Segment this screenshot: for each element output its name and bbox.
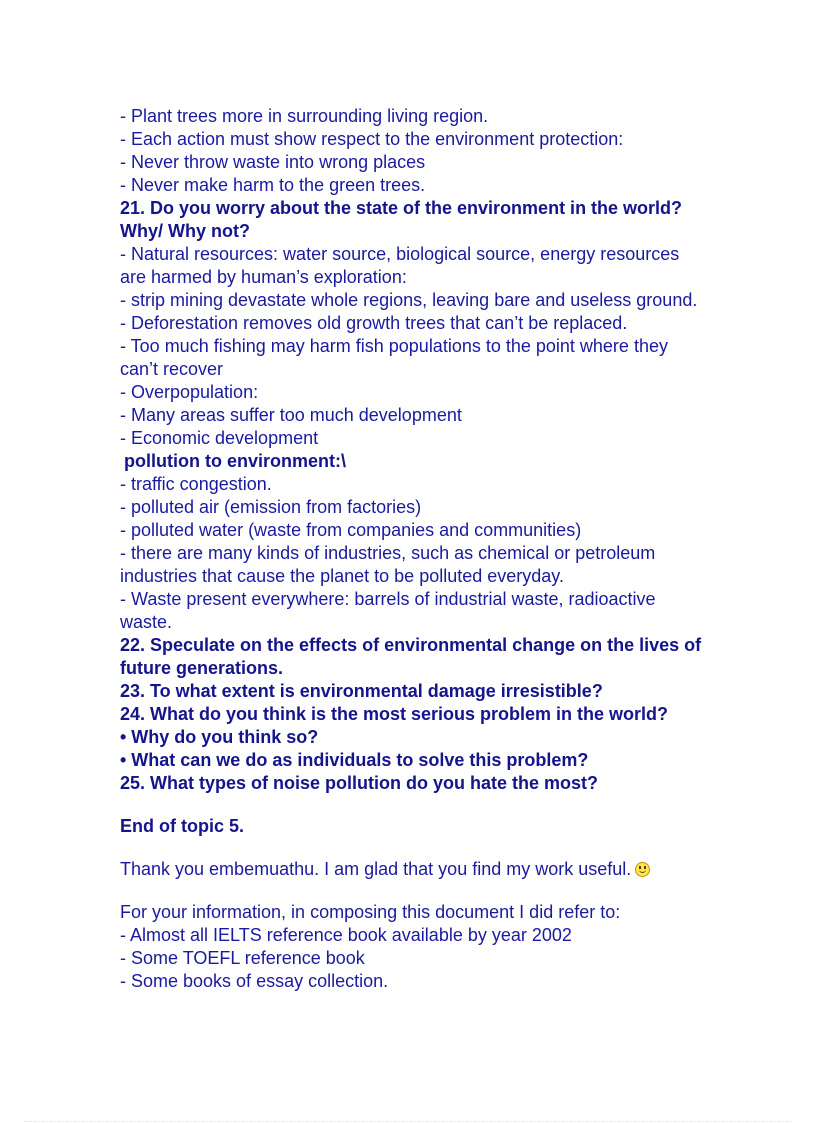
answer-line: - Natural resources: water source, biological source, energy resources are harmed by human’s exploration:: [120, 244, 680, 287]
tip-line: - Never throw waste into wrong places: [120, 152, 426, 172]
answer-line: - Economic development: [120, 428, 319, 448]
pollution-item: - polluted water (waste from companies and communities): [120, 520, 582, 540]
answer-line: - Overpopulation:: [120, 382, 259, 402]
answer-line: - Too much fishing may harm fish populations to the point where they can’t recover: [120, 336, 668, 379]
document-page: [120, 105, 710, 993]
tip-line: - Plant trees more in surrounding living region.: [120, 106, 489, 126]
pollution-heading: pollution to environment:\: [124, 451, 346, 471]
reference-item: - Some TOEFL reference book: [120, 948, 365, 968]
question-24-bullet: • What can we do as individuals to solve this problem?: [120, 750, 589, 770]
spacer: [120, 881, 710, 901]
spacer: [120, 838, 710, 858]
question-21: 21. Do you worry about the state of the environment in the world? Why/ Why not?: [120, 198, 683, 241]
question-23: 23. To what extent is environmental damage irresistible?: [120, 681, 603, 701]
page-bottom-divider: [24, 1121, 792, 1122]
reference-item: - Almost all IELTS reference book available by year 2002: [120, 925, 572, 945]
question-25: 25. What types of noise pollution do you hate the most?: [120, 773, 599, 793]
end-of-topic: End of topic 5.: [120, 816, 244, 836]
thanks-line: [120, 858, 710, 881]
references-intro: For your information, in composing this document I did refer to:: [120, 902, 621, 922]
question-22: 22. Speculate on the effects of environmental change on the lives of future generations.: [120, 635, 702, 678]
pollution-item: - Waste present everywhere: barrels of industrial waste, radioactive waste.: [120, 589, 656, 632]
tip-line: - Never make harm to the green trees.: [120, 175, 426, 195]
pollution-item: - traffic congestion.: [120, 474, 272, 494]
pollution-item: - polluted air (emission from factories): [120, 497, 422, 517]
thanks-text: Thank you embemuathu. I am glad that you find my work useful.: [120, 859, 632, 879]
answer-line: - Many areas suffer too much development: [120, 405, 462, 425]
smiley-face-icon: [635, 862, 650, 877]
answer-line: - strip mining devastate whole regions, leaving bare and useless ground.: [120, 290, 698, 310]
reference-item: - Some books of essay collection.: [120, 971, 389, 991]
tip-line: - Each action must show respect to the environment protection:: [120, 129, 624, 149]
answer-line: - Deforestation removes old growth trees that can’t be replaced.: [120, 313, 628, 333]
question-24-bullet: • Why do you think so?: [120, 727, 319, 747]
question-24: 24. What do you think is the most serious problem in the world?: [120, 704, 669, 724]
spacer: [120, 795, 710, 815]
pollution-item: - there are many kinds of industries, such as chemical or petroleum industries that cause the planet to be polluted everyday.: [120, 543, 656, 586]
